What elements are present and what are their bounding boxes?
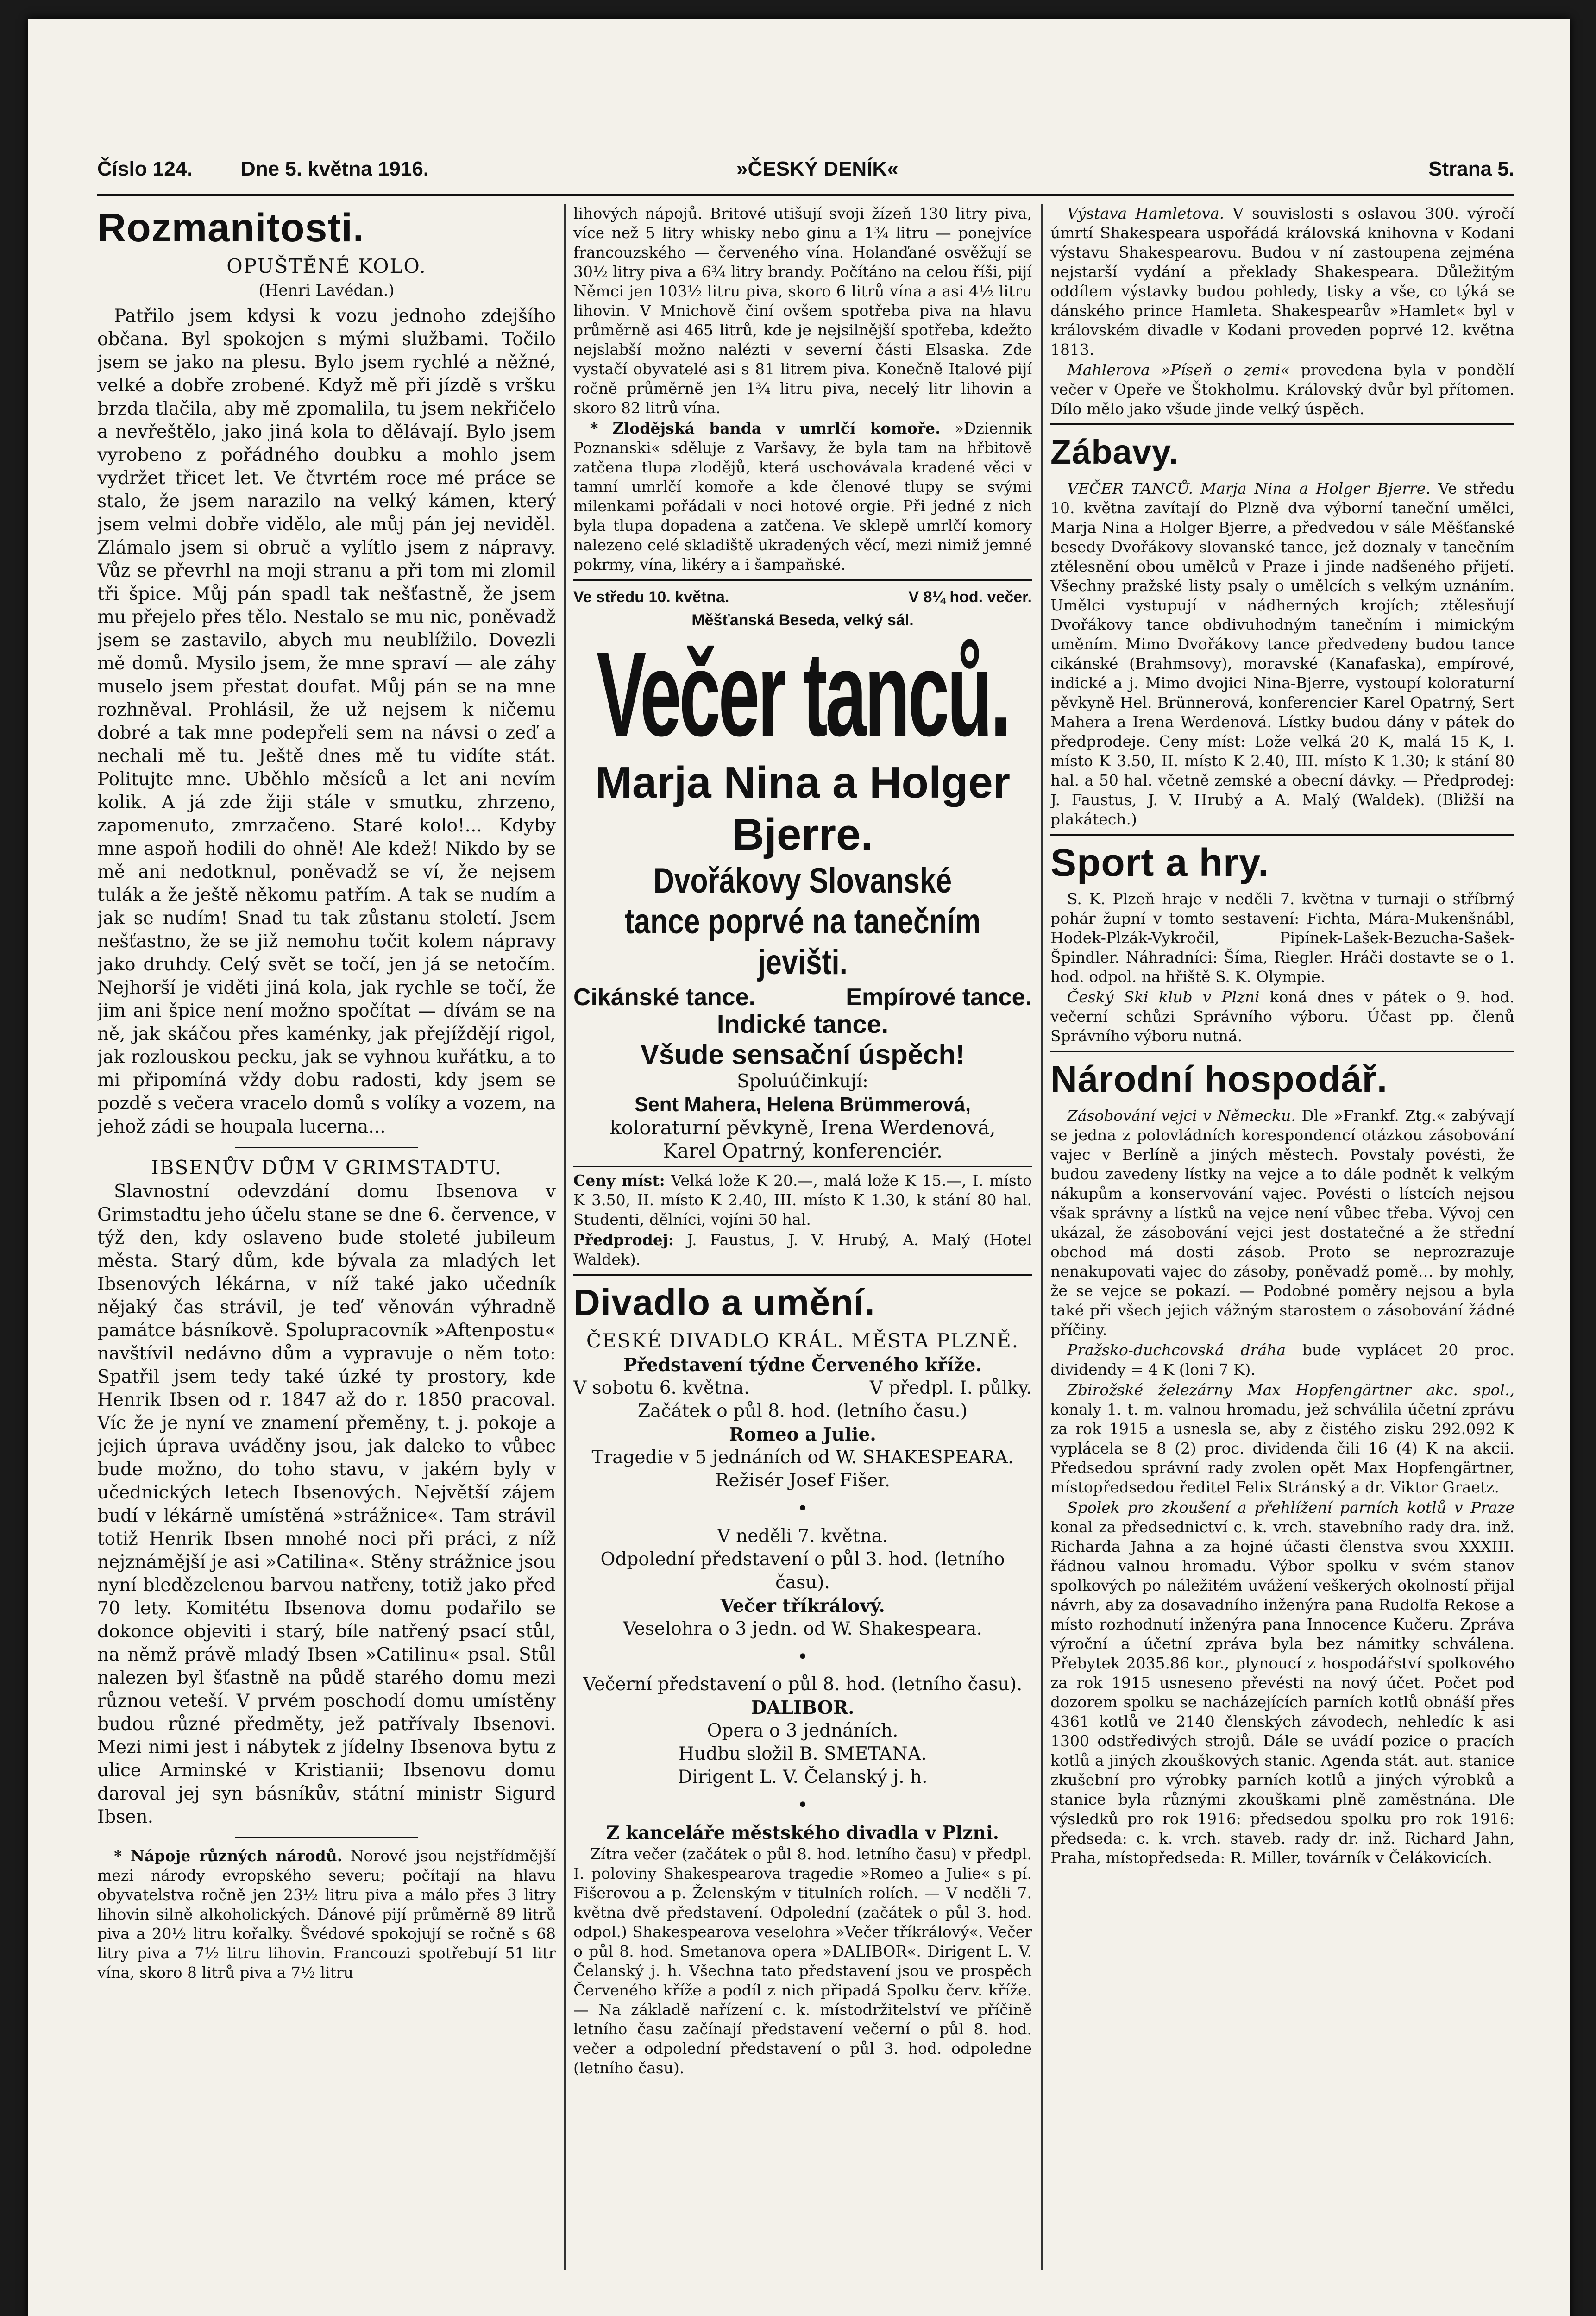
vejce-text: Dle »Frankf. Ztg.« zabývají se jedna z polovládních korespondencí otázkou zásobování vajec v Berlíně a jiných městech. Povstaly povésti, že budou zavedeny lístky na vejce a to dále podnět k velkým nákupům a konservování vajec. Povésti o lístcích nejsou však správny a lístků na vejce není vůbec třeba. Vývoj cen ukázal, že zásobování vejci jest dostatečné a že střední obchod má dosti zásob. Proto se neprozrazuje nenakupovati vajec do zásoby, poněvadž pomě… by mohly, že se vejce se pokazí. — Podobné poměry nejsou a byla také při všech jejich vážným starostem o zásobování žádné příčiny.: [1050, 1107, 1514, 1339]
ad-presale-label: Předprodej:: [573, 1231, 674, 1249]
ad-cooperation: Spoluúčinkují:: [737, 1071, 868, 1092]
section-title-narodni: Národní hospodář.: [1050, 1058, 1388, 1100]
issue-number: Číslo 124.: [97, 157, 193, 180]
drinks-continued: lihových nápojů. Britové utišují svoji žízeň 130 litry piva, více než 5 litry whisky nebo ginu a 1¾ litru — ponejvíce francouzského — červeného vína. Holanďané osvěžují se 30½ litry piva a 6¾ litry brandy. Počítáno na celou říši, pijí Němci jen 103½ litru piva, skoro 6 litrů vína a asi 4½ litru lihovin. V Mnichově činí ovšem spotřeba piva na hlavu průměrně asi 465 litrů, kde je nejsilnější spotřeba, kdežto nejslabší možno nalézti v severní části Elsaska. Zde vystačí obyvatelé asi s 81 litrem piva. Konečně Italové pijí ročně průměrně jen 1¾ litru piva, necelý litr lihovin a skoro 82 litrů vína.: [573, 204, 1032, 417]
bullet: •: [797, 1498, 808, 1519]
sun-eve-music: Hudbu složil B. SMETANA.: [679, 1743, 927, 1764]
ski-title: Český Ski klub v Plzni: [1067, 988, 1260, 1006]
zbiroh-title: Zbirožské železárny Max Hopfengärtner akc. spol.,: [1067, 1381, 1514, 1399]
sun-date: V neděli 7. května.: [717, 1526, 888, 1547]
issue-date: Dne 5. května 1916.: [241, 157, 429, 180]
sun-eve: Večerní představení o půl 8. hod. (letního času).: [583, 1674, 1023, 1695]
ski-text: koná dnes v pátek o 9. hod. večerní schůzi Správního výboru. Účast pp. členů Správního výboru nutná.: [1050, 988, 1514, 1045]
sat-desc: Tragedie v 5 jednáních od W. SHAKESPEARA.: [591, 1447, 1014, 1468]
ad-date: Ve středu 10. května.: [573, 588, 729, 606]
vejce-title: Zásobování vejci v Německu.: [1067, 1107, 1296, 1125]
ad-empirove: Empírové tance.: [846, 984, 1032, 1011]
ad-prices: Velká lože K 20.—, malá lože K 15.—, I. místo K 3.50, II. místo K 2.40, III. místo K 1.30, k stání 80 hal. Studenti, dělníci, vojíni 50 hal.: [573, 1171, 1032, 1228]
sport-text: S. K. Plzeň hraje v neděli 7. května v turnaji o stříbrný pohár župní v tomto sestavení: Fichta, Mára-Mukenšnábl, Hodek-Plzák-Vykročil, Pipínek-Lašek-Bezucha-Sašek-Špindler. Náhradníci: Šíma, Riegler. Hráči dostavte se o 1. hod. odpol. na hřiště S. K. Olympie.: [1050, 890, 1514, 986]
section-rule: [1050, 1051, 1514, 1052]
zlodej-text: »Dziennik Poznanski« sděluje z Varšavy, že byla tam na hřbitově zatčena tlupa zlodějů, která uschovávala kradené věci v tamní umrlčí komoře a kde členové tlupy se svými milenkami pořádali v noci hotové orgie. Při jedné z nich byla tlupa dopadena a zatčena. Ve sklepě umrlčí komory nalezeno celé skladiště ukradených věcí, mezi nimiž jemné pokrmy, vína, likéry a i šampaňské.: [573, 419, 1032, 573]
hamlet-title: Výstava Hamletova.: [1067, 204, 1225, 222]
ad-dvorak: Dvořákovy Slovanské tance poprvé na tanečním jevišti.: [624, 861, 981, 982]
ad-success: Všude sensační úspěch!: [640, 1039, 965, 1070]
ad-indicke: Indické tance.: [716, 1009, 889, 1038]
column-rule: [564, 204, 566, 2270]
section-title-sport: Sport a hry.: [1050, 841, 1269, 884]
sun-eve-play: DALIBOR.: [751, 1697, 855, 1718]
office-text: Zítra večer (začátek o půl 8. hod. letního času) v předpl. I. poloviny Shakespearova tragedie »Romeo a Julie« s pí. Fišerovou a p. Želenským v titulních rolích. — V neděli 7. května dvě představení. Odpolední (začátek o půl 3. hod. odpol.) Shakespearova veselohra »Večer tříkrálový«. Večer o půl 8. hod. Smetanova opera »DALIBOR«. Dirigent L. V. Čelanský j. h. Všechna tato představení jsou ve prospěch Červeného kříže a podíl z nich připadá Spolku červ. kříže. — Na základě nařízení c. k. místodržitelství ve příčině letního času začínají představení večerní o půl 8. hod. večer a odpolední představení o půl 3. hod. odpoledne (letního času).: [573, 1845, 1032, 2077]
divider: [235, 1837, 418, 1838]
sat-director: Režisér Josef Fišer.: [715, 1470, 891, 1491]
ad-venue: Měšťanská Beseda, velký sál.: [691, 611, 914, 629]
section-rule: [1050, 834, 1514, 836]
sat-note: V předpl. I. půlky.: [869, 1378, 1032, 1398]
column-1: [97, 204, 556, 2288]
hamlet-text: V souvislosti s oslavou 300. výročí úmrtí Shakespeara uspořádá královská knihovna v Kodani výstavu Shakespearovu. Budou v ní zastoupena zejména nejstarší vydání a překlady Shakespeara. Důležitým oddílem výstavky budou pohledy, tisky a vše, co týká se dánského prince Hamleta. Shakespearův »Hamlet« byl v královském divadle v Kodani proveden poprvé 12. května 1813.: [1050, 204, 1514, 359]
sun-desc: Veselohra o 3 jedn. od W. Shakespeara.: [623, 1618, 982, 1639]
mahler-title: Mahlerova »Píseň o zemi«: [1067, 361, 1290, 379]
sat-time: Začátek o půl 8. hod. (letního času.): [638, 1401, 968, 1422]
bullet: •: [797, 1794, 808, 1816]
ibsen-title: IBSENŮV DŮM V GRIMSTADTU.: [151, 1156, 502, 1179]
office-title: Z kanceláře městského divadla v Plzni.: [606, 1822, 999, 1844]
section-title-divadlo: Divadlo a umění.: [573, 1282, 875, 1323]
section-title-zabavy: Zábavy.: [1050, 433, 1179, 471]
draha-title: Pražsko-duchcovská dráha: [1067, 1341, 1286, 1359]
ad-top-rule: [573, 579, 1032, 581]
ad-presale: J. Faustus, J. V. Hrubý, A. Malý (Hotel Waldek).: [573, 1231, 1032, 1268]
ad-performers-1: Sent Mahera, Helena Brümmerová,: [634, 1093, 971, 1116]
divider: [573, 1166, 1032, 1167]
section-rule: [1050, 423, 1514, 425]
section-title-rozmanitosti: Rozmanitosti.: [97, 206, 364, 250]
vecer-text: Ve středu 10. května zavítají do Plzně dva výborní taneční umělci, Marja Nina a Holger Bjerre, a předvedou v sále Měšťanské besedy Dvořákovy slovanské tance, jež doznaly v tanečním ztělesnění obou umělců v Praze i jinde nadšeného přijetí. Všechny pražské listy psaly o umělcích s velkým uznáním. Umělci vystupují v nádherných krojích; ztělesňují Dvořákovy tance obdivuhodným tanečním i mimickým uměním. Mimo Dvořákovy tance předvedeny budou tance cikánské (Brahmsovy), moravské (Kanafaska), empírové, indické a j. Mimo dvojici Nina-Bjerre, vystoupí koloraturní pěvkyně Hel. Brünnerová, konferencier Karel Opatrný, Sert Mahera a Irena Werdenová. Lístky budou dány v pátek do předprodeje. Ceny míst: Lože velká 20 K, malá 15 K, I. místo K 3.50, II. místo K 2.40, III. místo K 1.30; k stání 80 hal. a 50 hal. včetně zemské a obecní dávky. — Předprodej: J. Faustus, J. V. Hrubý a A. Malý (Waldek). (Bližší na plakátech.): [1050, 479, 1514, 828]
sun-eve-desc: Opera o 3 jednáních.: [707, 1720, 899, 1741]
sun-play: Večer tříkrálový.: [720, 1595, 885, 1617]
ad-bottom-rule: [573, 1274, 1032, 1276]
week-title: Představení týdne Červeného kříže.: [623, 1354, 982, 1376]
ad-cikanske: Cikánské tance.: [573, 984, 756, 1011]
draha-text: bude vyplácet 20 proc. dividendy = 4 K (loni 7 K).: [1050, 1341, 1514, 1378]
vecer-title: VEČER TANCŮ. Marja Nina a Holger Bjerre.: [1067, 479, 1431, 497]
column-2: [573, 204, 1032, 2288]
ad-performers-2: koloraturní pěvkyně, Irena Werdenová,: [609, 1116, 996, 1139]
column-rule: [1041, 204, 1043, 2270]
bullet: •: [797, 1646, 808, 1668]
spolek-text: konal za předsednictví c. k. vrch. stavebního rady dra. inž. Richarda Jahna a za hojné účasti členstva svou XXXIII. řádnou valnou hromadu. Výbor spolku v svém stanov spolkových po náležitém uvážení veškerých okolností přijal návrh, aby za dosavadního inženýra pana Rudolfa Rekose a místo rozhodnutí inženýra pana Innocence Kučeru. Zpráva výroční a účetní zpráva byla bez námitky schválena. Přebytek 2035.86 kor., plynoucí z hospodářství spolkového za rok 1915 usneseno převésti na nový účet. Počet pod dozorem spolku se nacházejících parních kotlů obnáší přes 4361 kotlů ve 2140 členských závodech, nehledíc k asi 1300 odstředivých strojů. Dále se uvádí pozice o pracích kotlů a jiných zkouškových stanic. Agenda stát. aut. stanice zkušební pro výrobky parních kotlů a jiných výrobků a stanice byla různými zkouškami plně zaměstnána. Dle výsledků pro rok 1916: předsedou spolku pro rok 1916: předseda: c. k. vrch. staveb. rady dr. inž. Richard Jahn, Praha, místopředseda: R. Miller, továrník v Čelákovicích.: [1050, 1518, 1514, 1867]
spolek-title: Spolek pro zkoušení a přehlížení parních kotlů v Praze: [1067, 1498, 1514, 1517]
sat-date: V sobotu 6. května.: [573, 1378, 750, 1398]
ad-performers-3: Karel Opatrný, konferenciér.: [662, 1139, 943, 1162]
sun-time: Odpolední představení o půl 3. hod. (letního času).: [600, 1549, 1005, 1593]
sat-play: Romeo a Julie.: [729, 1424, 876, 1445]
zlodej-heading: * Zlodějská banda v umrlčí komoře.: [590, 419, 941, 437]
napoje-heading: * Nápoje různých národů.: [114, 1847, 343, 1865]
page-number: Strana 5.: [1428, 157, 1514, 180]
napoje-text: Norové jsou nejstřídmější mezi národy evropského severu; počítají na hlavu obyvatelstva ročně jen 23½ litru piva a málo přes 3 litry lihovin silně alkoholických. Dánové pijí průměrně 89 litrů piva a 20½ litru kořalky. Švédové spokojují se ročně s 68 litry piva a 7½ litru lihovin. Francouzi spotřebují 51 litr vína, skoro 8 litrů piva a 7½ litru: [97, 1847, 556, 1982]
ad-time: V 8¼ hod. večer.: [908, 588, 1032, 606]
column-3: [1050, 204, 1514, 2288]
header-rule: [97, 194, 1514, 196]
ad-dancers: Marja Nina a Holger Bjerre.: [595, 758, 1011, 859]
masthead: »ČESKÝ DENÍK«: [736, 157, 899, 180]
ibsen-paragraph: Slavnostní odevzdání domu Ibsenova v Grimstadtu jeho účelu stane se dne 6. července, v týž den, kdy oslaveno bude stoleté jubileum města. Starý dům, kde bývala za mladých let Ibsenových lékárna, v níž také jako učedník nějaký čas strávil, je teď věnován výhradně památce básníkově. Spolupracovník »Aftenpostu« navštívil nedávno dům a vypravuje o něm toto: Spatřil jsem tedy také úzké ty prostory, kde Henrik Ibsen od r. 1847 až do r. 1850 pracoval. Víc že je nyní ve znamení přeměny, t. j. pokoje a jejich úprava uváděny jsou, jak daleko to vůbec bude možno, do toho stavu, v jakém byly v učednických letech Ibsenových. Největší zájem budí v lékárně umístěná »strážnice«. Tam strávil totiž Henrik Ibsen mnohé noci při práci, z níž nejznámější je asi »Catilina«. Stěny strážnice jsou nyní bledězelenou barvou natřeny, totiž jako před 70 lety. Komitétu Ibsenova domu podařilo se dokonce objeviti i starý, bíle natřený psací stůl, na němž právě mladý Ibsen »Catilinu« psal. Stůl nalezen byl šťastně na půdě starého domu mezi různou veteší. V prvém poschodí domu umístěny budou různé předměty, jež patřívaly Ibsenovi. Mezi nimi jest i nábytek z jídelny Ibsenova bytu z ulice Arminské v Kristianii; Ibsenovu domu daroval jej syn básníkův, státní ministr Sigurd Ibsen.: [97, 1181, 556, 1827]
story-author: (Henri Lavédan.): [258, 281, 395, 300]
ad-prices-label: Ceny míst:: [573, 1171, 665, 1189]
story-title: OPUŠTĚNÉ KOLO.: [226, 255, 427, 277]
dance-advertisement: [573, 585, 1032, 1269]
page-header: [97, 157, 1514, 190]
story-paragraph: Patřilo jsem kdysi k vozu jednoho zdejšího občana. Byl spokojen s mými službami. Točilo jsem se jako na plesu. Bylo jsem rychlé a něžné, velké a dobře zrobené. Když mě při jízdě s vršku brzda tlačila, aby mě zpomalila, tu jsem nekřičelo a nevřeštělo, jako jiná kola to dělávají. Bylo jsem vyrobeno z pořádného doubku a mohlo jsem vydržet třicet let. Ve čtvrtém roce mé práce se stalo, že jsem narazilo na velký kámen, který jsem velmi dobře vidělo, ale můj pán jej neviděl. Zlámalo jsem si obruč a vylítlo jsem z nápravy. Vůz se převrhl na moji stranu a při tom mi zlomil tři špice. Můj pán spadl tak nešťastně, že jsem mu přejelo přes tělo. Nestalo se mu nic, poněvadž jsem se zastavilo, abych mu neublížilo. Dovezli mě domů. Mysilo jsem, že mne spraví — ale záhy muselo jsem přestat doufat. Můj pán se na mne rozhněval. Prohlásil, že už nejsem k ničemu dobré a tak mne podepřeli sem na návsi o zeď a nechali mě tu. Ještě dnes mě tu vidíte stát. Politujte mne. Uběhlo měsíců a let ani nevím kolik. A já zde žiji stále v smutku, zhrzeno, zapomenuto, zmrzačeno. Staré kolo!... Kdyby mne aspoň hodili do ohně! Ale kdež! Nikdo by se mě ani nedotknul, poněvadž se ví, že nejsem tulák a že ještě někomu patřím. A tak se nudím a jak se nudím! Snad tu tak zůstanu století. Jsem nešťastno, že se již nemohu točit kolem nápravy jako druhdy. Celý svět se točí, jen já se netočím. Nejhorší je viděti jiná kola, jak rychle se točí, že jim ani špice není možno spočítat — dívám se na ně, jak skáčou přes kaménky, jak přejíždějí rigol, jak rozlouskou pecku, jak se vyhnou kuřátku, a to mi připomíná vždy dobu radosti, kdy jsem se pozdě s večera vracelo domů s volíky a vozem, na jehož zádi se houpala lucerna...: [97, 306, 556, 1137]
ad-headline: Večer tanců.: [596, 627, 1009, 762]
zbiroh-text: konaly 1. t. m. valnou hromadu, jež schválila účetní zprávu za rok 1915 a usnesla se, aby z čistého zisku 292.092 K vyplácela se 8 (2) proc. dividenda čili 16 (4) K na akcii. Předsedou správní rady zvolen opět Max Hopfengärtner, místopředsedou ředitel Felix Stránský a dr. Viktor Graetz.: [1050, 1400, 1514, 1496]
mahler-text: provedena byla v pondělí večer v Opeře ve Štokholmu. Královský dvůr byl přítomen. Dílo mělo jako všude jinde velký úspěch.: [1050, 361, 1514, 418]
newspaper-page: [28, 19, 1570, 2316]
theatre-name: ČESKÉ DIVADLO KRÁL. MĚSTA PLZNĚ.: [586, 1329, 1019, 1352]
sun-eve-conductor: Dirigent L. V. Čelanský j. h.: [678, 1767, 928, 1787]
divider: [235, 1147, 418, 1148]
